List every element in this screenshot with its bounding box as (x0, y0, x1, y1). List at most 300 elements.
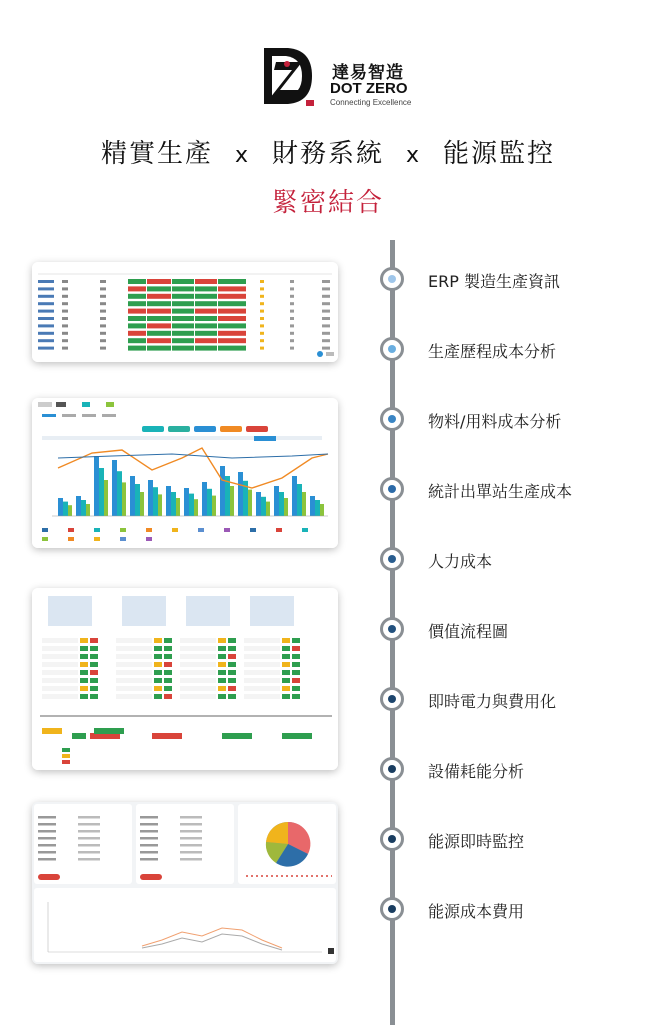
headline-sep: x (234, 143, 250, 168)
timeline-item-power-cost (378, 686, 648, 716)
list-cell (78, 823, 100, 826)
headline-sep: x (406, 143, 422, 168)
legend-swatch (198, 528, 204, 532)
table-cell (128, 301, 146, 306)
table-cell (172, 346, 194, 351)
vsm-cell (42, 646, 78, 651)
vsm-box (250, 596, 294, 626)
table-cell (260, 317, 264, 320)
chart-bar (261, 497, 266, 516)
vsm-cell (42, 654, 78, 659)
vsm-cell (218, 686, 226, 691)
chart-bar (256, 492, 261, 516)
table-cell (290, 280, 294, 283)
vsm-cell (90, 670, 98, 675)
cost-chart-thumbnail (32, 398, 338, 548)
table-cell (195, 346, 217, 351)
table-cell (38, 332, 54, 335)
chart-bar (81, 500, 86, 516)
vsm-box (186, 596, 230, 626)
chart-bar (171, 492, 176, 516)
table-cell (290, 347, 294, 350)
list-cell (140, 823, 158, 826)
vsm-timeline-bar (94, 728, 124, 734)
timeline-label: 人力成本 (428, 552, 493, 571)
chart-bar (104, 480, 108, 516)
energy-dashboard-thumbnail (32, 802, 338, 964)
table-cell (100, 324, 106, 327)
table-cell (260, 310, 264, 313)
vsm-timeline-bar (42, 728, 62, 734)
chart-bar (135, 484, 140, 516)
timeline-node-icon (380, 407, 404, 431)
legend-swatch (250, 528, 256, 532)
chart-bar (117, 471, 122, 516)
chart-bar (212, 496, 216, 516)
list-cell (140, 837, 158, 840)
table-cell (195, 309, 217, 314)
vsm-cell (116, 686, 152, 691)
vsm-cell (164, 638, 172, 643)
vsm-cell (244, 694, 280, 699)
chart-bar (284, 498, 288, 516)
chart-bar (320, 504, 324, 516)
brand-logo (258, 40, 418, 112)
chart-bar (99, 468, 104, 516)
chart-bar (176, 498, 180, 516)
timeline-node-icon (380, 477, 404, 501)
table-cell (62, 332, 68, 335)
list-cell (180, 823, 202, 826)
timeline-node-icon (380, 687, 404, 711)
table-cell (218, 338, 246, 343)
vsm-cell (292, 678, 300, 683)
list-cell (78, 858, 100, 861)
timeline-item-erp (378, 266, 648, 296)
brand-name-cn: 達易智造 (332, 63, 404, 83)
list-cell (78, 816, 100, 819)
list-cell (180, 816, 202, 819)
table-cell (290, 302, 294, 305)
table-cell (147, 316, 171, 321)
table-cell (38, 317, 54, 320)
timeline-item-equipment-energy (378, 756, 648, 786)
legend-swatch (120, 537, 126, 541)
vsm-cell (42, 662, 78, 667)
timeline-node-icon (380, 267, 404, 291)
headline-part-lean: 精實生產 (100, 139, 213, 169)
table-cell (218, 331, 246, 336)
timeline-item-material-cost (378, 406, 648, 436)
table-cell (172, 286, 194, 291)
table-cell (38, 339, 54, 342)
list-cell (180, 851, 202, 854)
chart-bar (166, 486, 171, 516)
list-cell (78, 851, 100, 854)
vsm-cell (80, 654, 88, 659)
vsm-cell (244, 646, 280, 651)
legend-swatch (68, 528, 74, 532)
vsm-cell (292, 638, 300, 643)
vsm-cell (42, 694, 78, 699)
table-cell (128, 294, 146, 299)
table-cell (62, 339, 68, 342)
table-cell (62, 317, 68, 320)
timeline-label: 物料/用料成本分析 (428, 412, 562, 431)
vsm-cell (292, 694, 300, 699)
vsm-cell (282, 694, 290, 699)
chart-bar (220, 466, 225, 516)
chart-bar (58, 498, 63, 516)
table-cell (172, 309, 194, 314)
table-cell (38, 310, 54, 313)
subheadline: 緊密結合 (271, 188, 384, 218)
table-cell (290, 317, 294, 320)
vsm-box (48, 596, 92, 626)
vsm-cell (282, 638, 290, 643)
table-cell (172, 316, 194, 321)
legend-swatch (224, 528, 230, 532)
vsm-cell (80, 686, 88, 691)
vsm-cell (218, 646, 226, 651)
table-cell (147, 301, 171, 306)
vsm-cell (116, 638, 152, 643)
vsm-timeline-bar (152, 733, 182, 739)
legend-swatch (68, 537, 74, 541)
table-cell (290, 295, 294, 298)
chart-bar (148, 480, 153, 516)
table-cell (147, 286, 171, 291)
timeline-node-icon (380, 827, 404, 851)
chart-bar (292, 476, 297, 516)
chart-bar (112, 460, 117, 516)
vsm-cell (90, 654, 98, 659)
list-cell (38, 830, 56, 833)
list-cell (38, 851, 56, 854)
vsm-cell (244, 686, 280, 691)
list-cell (180, 844, 202, 847)
vsm-cell (80, 646, 88, 651)
vsm-cell (180, 694, 216, 699)
erp-table-thumbnail (32, 262, 338, 362)
table-cell (38, 295, 54, 298)
list-cell (78, 830, 100, 833)
table-cell (260, 287, 264, 290)
vsm-cell (42, 670, 78, 675)
vsm-cell (80, 678, 88, 683)
timeline-item-energy-cost (378, 896, 648, 926)
legend-swatch (42, 537, 48, 541)
table-cell (128, 316, 146, 321)
vsm-cell (282, 662, 290, 667)
legend-swatch (302, 528, 308, 532)
vsm-cell (180, 662, 216, 667)
chart-bar (230, 486, 234, 516)
list-cell (140, 851, 158, 854)
table-cell (218, 323, 246, 328)
table-cell (195, 279, 217, 284)
table-cell (260, 295, 264, 298)
vsm-cell (90, 638, 98, 643)
table-cell (322, 332, 330, 335)
vsm-cell (42, 686, 78, 691)
timeline-label: 生產歷程成本分析 (428, 342, 557, 361)
brand-name-en: DOT ZERO (330, 80, 408, 97)
vsm-cell (154, 646, 162, 651)
table-cell (100, 332, 106, 335)
table-cell (100, 339, 106, 342)
vsm-cell (116, 662, 152, 667)
table-cell (195, 301, 217, 306)
timeline-label: ERP 製造生產資訊 (428, 272, 560, 291)
list-cell (38, 837, 56, 840)
list-cell (38, 844, 56, 847)
vsm-cell (90, 646, 98, 651)
table-cell (62, 295, 68, 298)
chart-bar (279, 492, 284, 516)
table-cell (290, 287, 294, 290)
table-cell (62, 287, 68, 290)
list-cell (38, 816, 56, 819)
legend-swatch (42, 528, 48, 532)
vsm-cell (228, 662, 236, 667)
table-cell (290, 339, 294, 342)
table-cell (62, 324, 68, 327)
vsm-cell (180, 646, 216, 651)
vsm-cell (154, 662, 162, 667)
table-cell (62, 280, 68, 283)
vsm-cell (228, 646, 236, 651)
vsm-cell (282, 646, 290, 651)
table-cell (128, 309, 146, 314)
vsm-cell (116, 678, 152, 683)
chart-bar (194, 499, 198, 516)
vsm-cell (282, 678, 290, 683)
energy-dashboard (32, 802, 338, 964)
vsm-cell (164, 646, 172, 651)
vsm-cell (154, 654, 162, 659)
timeline-item-value-stream (378, 616, 648, 646)
list-cell (180, 830, 202, 833)
vsm-cell (218, 670, 226, 675)
vsm-cell (154, 678, 162, 683)
vsm-cell (180, 670, 216, 675)
list-cell (140, 830, 158, 833)
vsm-cell (180, 678, 216, 683)
chart-bar (266, 502, 270, 516)
vsm-cell (42, 638, 78, 643)
table-cell (147, 309, 171, 314)
list-cell (140, 858, 158, 861)
chart-bar (158, 494, 162, 516)
vsm-cell (80, 662, 88, 667)
legend-swatch (172, 528, 178, 532)
table-cell (195, 286, 217, 291)
list-cell (78, 837, 100, 840)
timeline-node-icon (380, 337, 404, 361)
vsm-cell (80, 694, 88, 699)
table-cell (38, 280, 54, 283)
timeline-label: 設備耗能分析 (428, 762, 525, 781)
table-cell (172, 301, 194, 306)
table-cell (290, 310, 294, 313)
timeline-label: 能源即時監控 (428, 832, 525, 851)
vsm-cell (292, 662, 300, 667)
list-cell (38, 858, 56, 861)
table-cell (38, 347, 54, 350)
table-cell (260, 332, 264, 335)
table-cell (147, 294, 171, 299)
table-cell (147, 323, 171, 328)
vsm-cell (116, 670, 152, 675)
chart-bar (189, 494, 194, 516)
table-cell (147, 279, 171, 284)
vsm-cell (42, 678, 78, 683)
headline-part-finance: 財務系統 (271, 139, 384, 169)
chart-bar (248, 490, 252, 516)
timeline-item-process-cost (378, 336, 648, 366)
vsm-cell (164, 670, 172, 675)
table-cell (218, 316, 246, 321)
vsm-cell (244, 662, 280, 667)
table-cell (290, 324, 294, 327)
table-cell (128, 323, 146, 328)
chart-bar (140, 492, 144, 516)
vsm-cell (228, 638, 236, 643)
vsm-cell (116, 646, 152, 651)
table-cell (147, 346, 171, 351)
table-cell (195, 323, 217, 328)
table-cell (322, 310, 330, 313)
table-cell (172, 338, 194, 343)
table-cell (322, 324, 330, 327)
vsm-cell (218, 678, 226, 683)
vsm-cell (116, 694, 152, 699)
vsm-cell (218, 638, 226, 643)
vsm-cell (80, 638, 88, 643)
chart-bar (122, 482, 126, 516)
vsm-cell (282, 654, 290, 659)
chart-bar (274, 486, 279, 516)
table-cell (322, 295, 330, 298)
table-cell (100, 347, 106, 350)
table-cell (218, 346, 246, 351)
chart-bar (207, 489, 212, 516)
legend-swatch (146, 537, 152, 541)
table-cell (172, 331, 194, 336)
table-cell (38, 287, 54, 290)
table-cell (100, 287, 106, 290)
vsm-cell (180, 654, 216, 659)
table-cell (260, 339, 264, 342)
timeline-node-icon (380, 547, 404, 571)
chart-bar (86, 504, 90, 516)
table-cell (260, 347, 264, 350)
chart-bar (184, 488, 189, 516)
table-cell (62, 347, 68, 350)
vsm-cell (154, 686, 162, 691)
table-cell (218, 279, 246, 284)
table-cell (322, 339, 330, 342)
timeline-label: 價值流程圖 (428, 622, 509, 641)
value-stream-map (32, 588, 338, 770)
vsm-cell (164, 686, 172, 691)
vsm-cell (180, 686, 216, 691)
table-cell (128, 279, 146, 284)
vsm-cell (154, 638, 162, 643)
table-cell (100, 317, 106, 320)
vsm-cell (218, 662, 226, 667)
timeline-label: 統計出單站生產成本 (428, 482, 573, 501)
chart-bar (302, 492, 306, 516)
legend-swatch (120, 528, 126, 532)
vsm-cell (244, 670, 280, 675)
table-cell (322, 302, 330, 305)
vsm-cell (292, 670, 300, 675)
vsm-timeline-bar (282, 733, 312, 739)
chart-bar (310, 496, 315, 516)
table-cell (322, 280, 330, 283)
vsm-cell (228, 678, 236, 683)
list-cell (38, 823, 56, 826)
vsm-cell (164, 678, 172, 683)
table-cell (322, 347, 330, 350)
headline (0, 133, 656, 170)
table-cell (172, 323, 194, 328)
table-cell (218, 286, 246, 291)
timeline-node-icon (380, 757, 404, 781)
legend-swatch (146, 528, 152, 532)
table-cell (218, 294, 246, 299)
vsm-cell (90, 662, 98, 667)
dz-logo-icon (258, 40, 320, 110)
table-cell (172, 279, 194, 284)
vsm-cell (164, 662, 172, 667)
timeline-node-icon (380, 897, 404, 921)
table-cell (322, 317, 330, 320)
vsm-cell (292, 654, 300, 659)
table-cell (218, 301, 246, 306)
table-cell (100, 310, 106, 313)
vsm-cell (154, 670, 162, 675)
chart-bar (297, 484, 302, 516)
list-cell (180, 858, 202, 861)
table-cell (128, 286, 146, 291)
vsm-cell (282, 670, 290, 675)
table-cell (322, 287, 330, 290)
list-cell (180, 837, 202, 840)
timeline-label: 能源成本費用 (428, 902, 525, 921)
vsm-cell (292, 686, 300, 691)
vsm-timeline-bar (72, 733, 86, 739)
table-cell (62, 302, 68, 305)
table-cell (100, 280, 106, 283)
vsm-cell (282, 686, 290, 691)
list-cell (140, 844, 158, 847)
vsm-cell (154, 694, 162, 699)
table-cell (100, 295, 106, 298)
legend-swatch (94, 528, 100, 532)
vsm-thumbnail (32, 588, 338, 770)
table-cell (128, 338, 146, 343)
legend-swatch (94, 537, 100, 541)
vsm-cell (244, 678, 280, 683)
vsm-cell (244, 654, 280, 659)
table-cell (195, 294, 217, 299)
chart-bar (130, 476, 135, 516)
chart-bar (315, 500, 320, 516)
table-cell (100, 302, 106, 305)
